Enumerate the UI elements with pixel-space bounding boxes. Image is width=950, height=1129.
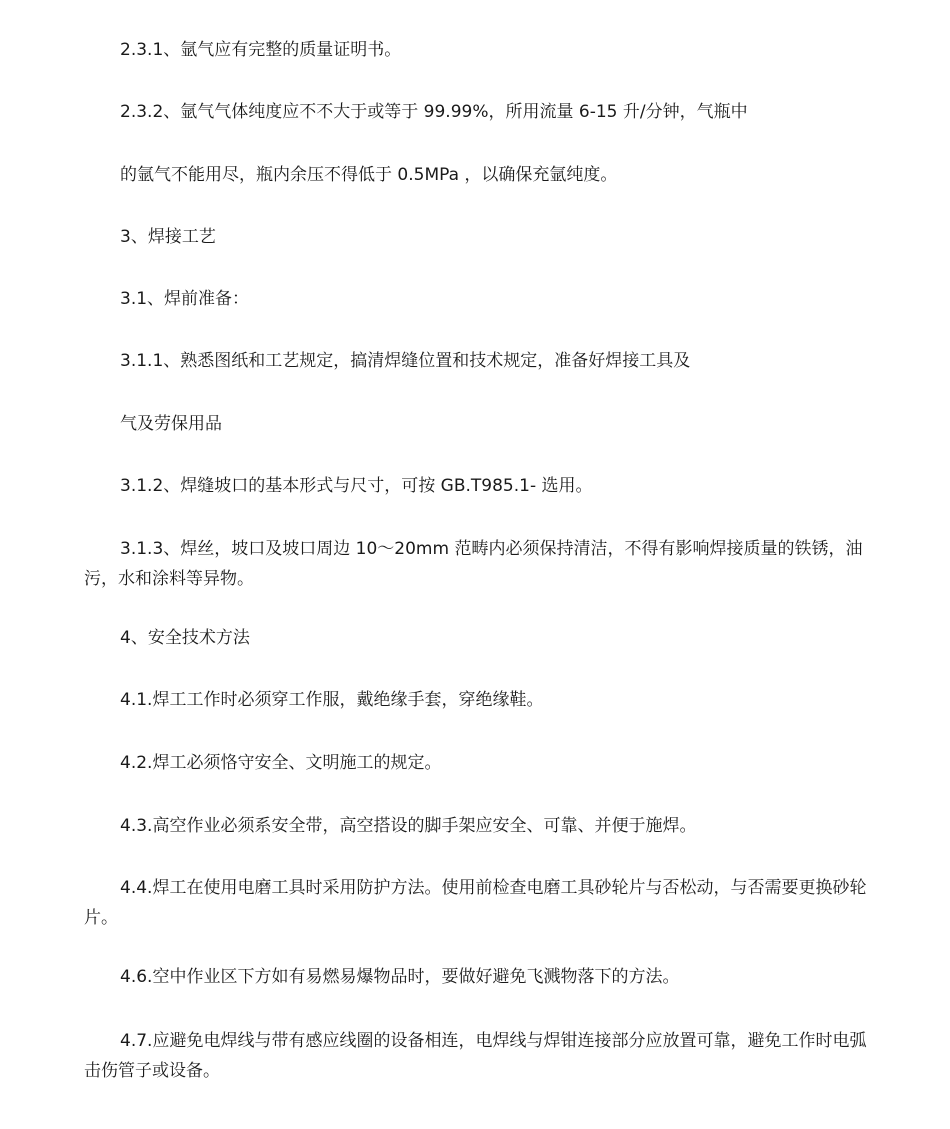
text-line-4-2: 4.2.焊工必须恪守安全、文明施工的规定。 [120,753,442,773]
heading-section-4: 4、安全技术方法 [120,628,250,648]
text-line-4-3: 4.3.高空作业必须系安全带，高空搭设的脚手架应安全、可靠、并便于施焊。 [120,816,697,836]
paragraph-3-1-3: 3.1.3、焊丝，坡口及坡口周边 10～20mm 范畴内必须保持清洁，不得有影响焊接质量的铁锈，油污，水和涂料等异物。 [84,539,863,589]
heading-3-1: 3.1、焊前准备： [120,289,250,309]
text-line-4-6: 4.6.空中作业区下方如有易燃易爆物品时，要做好避免飞溅物落下的方法。 [120,967,680,987]
text-line-3-1-1: 3.1.1、熟悉图纸和工艺规定，搞清焊缝位置和技术规定，准备好焊接工具及 [120,351,691,371]
text-line-3-1-1-cont: 气及劳保用品 [120,414,222,434]
text-line-4-1: 4.1.焊工工作时必须穿工作服，戴绝缘手套，穿绝缘鞋。 [120,690,544,710]
text-line-2-3-2: 2.3.2、氩气气体纯度应不不大于或等于 99.99%，所用流量 6-15 升/分钟，气瓶中 [120,102,748,122]
text-line-3-1-2: 3.1.2、焊缝坡口的基本形式与尺寸，可按 GB.T985.1- 选用。 [120,476,593,496]
text-line-2-3-1: 2.3.1、氩气应有完整的质量证明书。 [120,40,402,60]
heading-section-3: 3、焊接工艺 [120,227,216,247]
paragraph-4-7: 4.7.应避免电焊线与带有感应线圈的设备相连，电焊线与焊钳连接部分应放置可靠，避免工作时电弧击伤管子或设备。 [84,1031,867,1081]
paragraph-4-4: 4.4.焊工在使用电磨工具时采用防护方法。使用前检查电磨工具砂轮片与否松动，与否需要更换砂轮片。 [84,878,867,928]
text-line-2-3-2-cont: 的氩气不能用尽，瓶内余压不得低于 0.5MPa ，以确保充氩纯度。 [120,165,618,185]
